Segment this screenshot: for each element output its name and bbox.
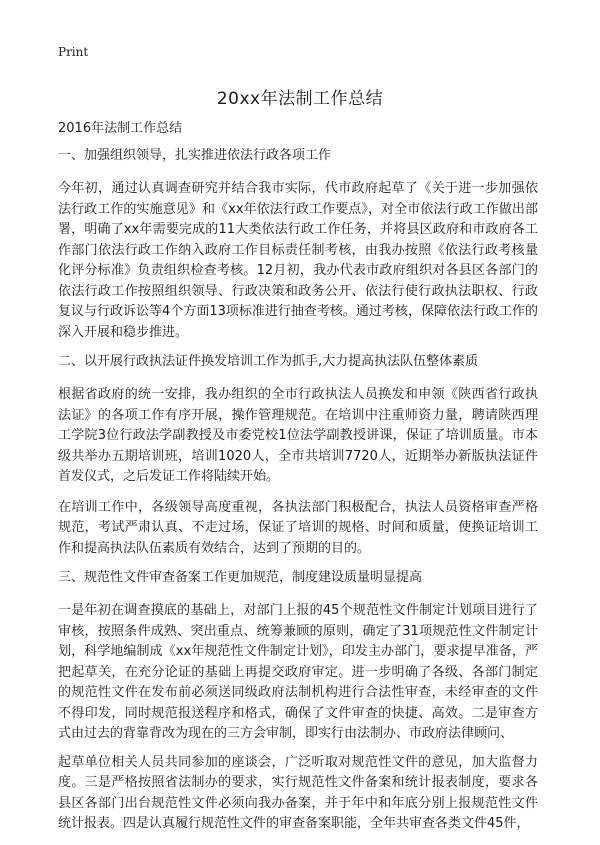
section-3-heading: 三、规范性文件审查备案工作更加规范，制度建设质量明显提高 bbox=[58, 570, 423, 585]
section-2-paragraph-2: 在培训工作中，各级领导高度重视，各执法部门积极配合，执法人员资格审查严格规范，考试严肃认真、不走过场，保证了培训的规格、时间和质量，使换证培训工作和提高执法队伍素质有效结合，达到了预期的目的。 bbox=[58, 499, 538, 556]
document-body bbox=[58, 120, 538, 845]
print-link[interactable]: Print bbox=[58, 45, 89, 59]
section-3-paragraph-2: 起草单位相关人员共同参加的座谈会，广泛听取对规范性文件的意见，加大监督力度。三是严格按照省法制办的要求，实行规范性文件备案和统计报表制度，要求各县区各部门出台规范性文件必须向我办备案，并于年中和年底分别上报规范性文件统计报表。四是认真履行规范性文件的审查备案职能，全年共审查各类文件45件， bbox=[58, 754, 538, 831]
section-2-paragraph-1: 根据省政府的统一安排，我办组织的全市行政执法人员换发和申领《陕西省行政执法证》的各项工作有序开展，操作管理规范。在培训中注重师资力量，聘请陕西理工学院3位行政法学副教授及市委党校1位法学副教授讲课，保证了培训质量。市本级共举办五期培训班，培训1020人，全市共培训7720人，近期举办新版执法证件首发仪式，之后发证工作将陆续开始。 bbox=[58, 387, 538, 484]
section-1-paragraph-1: 今年初，通过认真调查研究并结合我市实际，代市政府起草了《关于进一步加强依法行政工作的实施意见》和《xx年依法行政工作要点》，对全市依法行政工作做出部署，明确了xx年需要完成的11大类依法行政工作任务，并将县区政府和市政府各工作部门依法行政工作纳入政府工作目标责任制考核，由我办按照《依法行政考核量化评分标准》负责组织检查考核。12月初，我办代表市政府组织对各县区各部门的依法行政工作按照组织领导、行政决策和政务公开、依法行使行政执法职权、行政复议与行政诉讼等4个方面13项标准进行抽查考核。通过考核，保障依法行政工作的深入开展和稳步推进。 bbox=[58, 181, 538, 340]
document-subtitle: 2016年法制工作总结 bbox=[58, 121, 183, 136]
section-1-heading: 一、加强组织领导，扎实推进依法行政各项工作 bbox=[58, 148, 332, 163]
section-2-heading: 二、以开展行政执法证件换发培训工作为抓手,大力提高执法队伍整体素质 bbox=[58, 354, 479, 369]
document-title: 20xx年法制工作总结 bbox=[216, 89, 384, 109]
section-3-paragraph-1: 一是年初在调查摸底的基础上，对部门上报的45个规范性文件制定计划项目进行了审核，按照条件成熟、突出重点、统筹兼顾的原则，确定了31项规范性文件制定计划，科学地编制成《xx年规范性文件制定计划》，印发主办部门，要求提早准备，严把起草关，在充分论证的基础上再提交政府审定。进一步明确了各级、各部门制定的规范性文件在发布前必须送同级政府法制机构进行合法性审查，未经审查的文件不得印发，同时规范报送程序和格式，确保了文件审查的快捷、高效。二是审查方式由过去的背靠背改为现在的三方会审制，即实行由法制办、市政府法律顾问、 bbox=[58, 603, 538, 741]
